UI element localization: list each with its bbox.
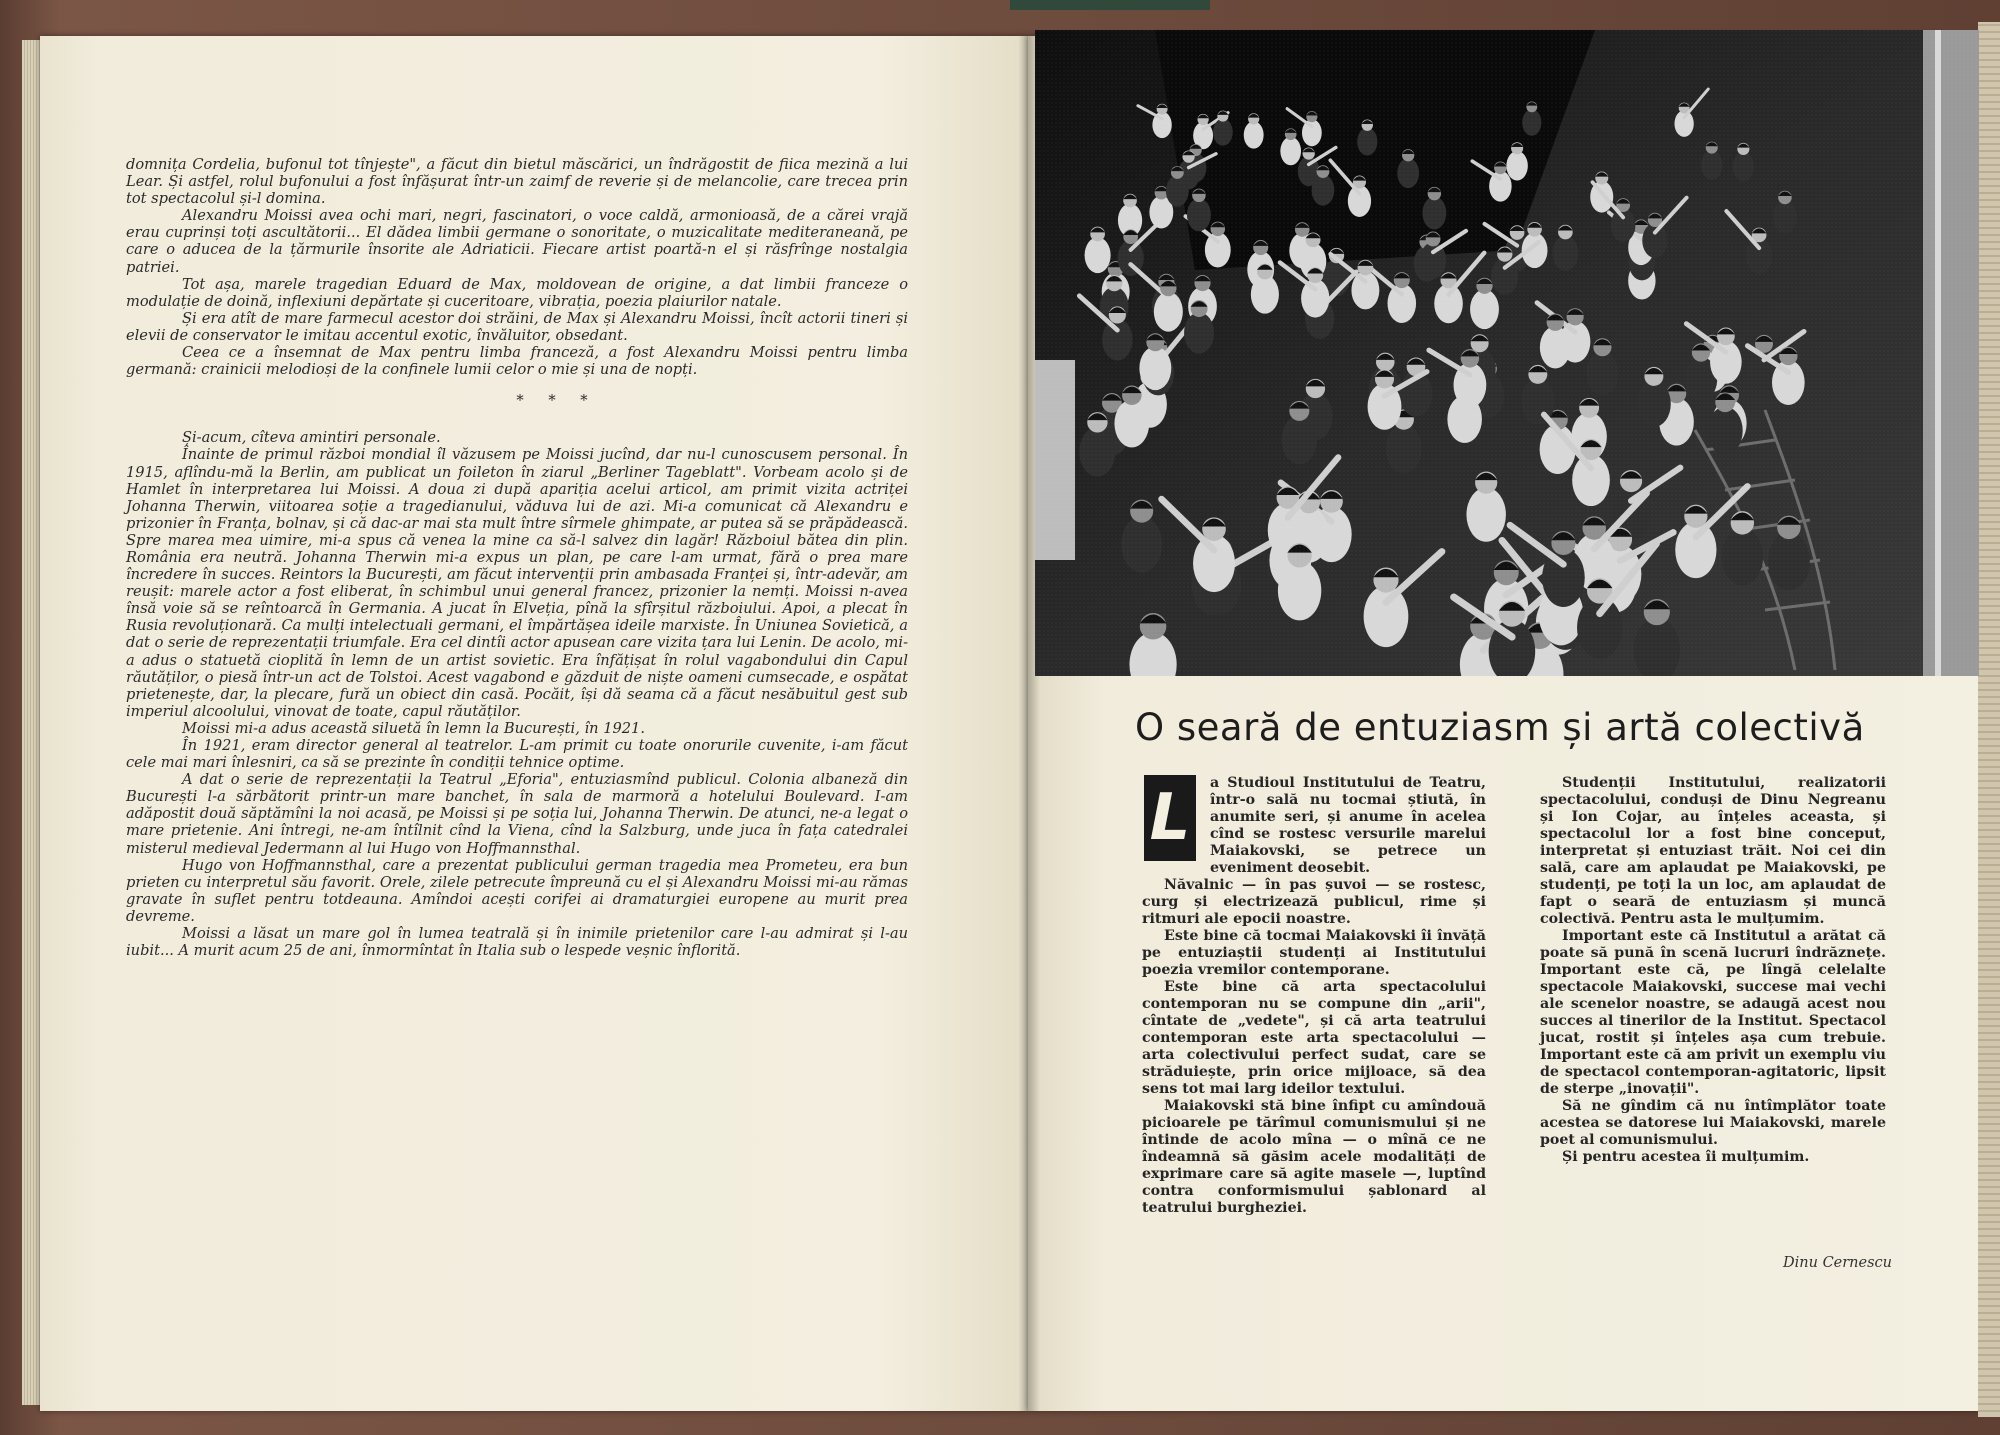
paragraph: Năvalnic — în pas șuvoi — se rostesc, curg și electrizează publicul, rime și ritmuri ale epocii noastre. [1142,877,1486,927]
paragraph: Și era atît de mare farmecul acestor doi străini, de Max și Alexandru Moissi, încît actorii tineri și elevii de conservator le imitau accentul exotic, învăluitor, obsedant. [126,309,908,344]
paragraph: Să ne gîndim că nu întîmplător toate acestea se datorese lui Maiakovski, marele poet al comunismului. [1540,1098,1886,1148]
left-article-text [126,156,908,959]
paragraph: Moissi a lăsat un mare gol în lumea teatrală și în inimile prietenilor care l-au admirat și l-au iubit... A murit acum 25 de ani, înmormîntat în Italia sub o lespede veșnic înflorită. [126,925,908,960]
photo-illustration [1035,30,1979,676]
paragraph: A dat o serie de reprezentații la Teatrul „Eforia", entuziasmînd publicul. Colonia albaneză din București l-a sărbătorit printr-un mare banchet, în sala de marmoră a hotelului Boulevard. I-am adăpostit două săptămîni la noi acasă, pe Moissi și pe soția lui, Johanna Therwin. De atunci, ne-a legat o mare prietenie. Ani întregi, ne-am întîlnit cînd la Viena, cînd la Salzburg, unde juca în fața catedralei misterul medieval Jedermann al lui Hugo von Hoffmannsthal. [126,771,908,857]
cover-strip [1010,0,1210,10]
paragraph: Ceea ce a însemnat de Max pentru limba franceză, a fost Alexandru Moissi pentru limba germană: crainicii melodioși de la confinele lumii celor o mie și una de nopți. [126,344,908,379]
paragraph: Alexandru Moissi avea ochi mari, negri, fascinatori, o voce caldă, armonioasă, de a cărei vrajă erau cuprinși toți ascultătorii... El dădea limbii germane o sonoritate, o muzicalitate mediteraneană, pe care o aducea de la țărmurile însorite ale Adriaticii. Fiecare artist poartă-n el și răsfrînge nostalgia patriei. [126,207,908,276]
article-column-2 [1540,775,1886,1166]
article-headline: O seară de entuziasm și artă colectivă [1135,706,1865,749]
paragraph: a Studioul Institutului de Teatru, într-o sală nu tocmai știută, în anumite seri, și anume în acelea cînd se rostesc versurile marelui Maiakovski, se petrece un eveniment deosebit. [1210,775,1486,876]
article-column-1 [1142,775,1486,1217]
author-signature: Dinu Cernescu [1783,1255,1892,1271]
paragraph: Tot așa, marele tragedian Eduard de Max, moldovean de origine, a dat limbii franceze o modulație de doină, inflexiuni depărtate și cuceritoare, vibrația, poezia plaiurilor natale. [126,275,908,310]
paragraph: domnița Cordelia, bufonul tot tînjește", a făcut din bietul măscărici, un îndrăgostit de fiica mezină a lui Lear. Și astfel, rolul bufonului a fost înfășurat într-un zaimf de reverie și de melancolie, care trecea prin tot spectacolul și-l domina. [126,156,908,208]
paragraph: Și-acum, cîteva amintiri personale. [182,429,441,447]
paragraph: Este bine că tocmai Maiakovski îi învăță pe entuziaștii studenți ai Institutului poezia vremilor contemporane. [1142,928,1486,978]
paragraph: În 1921, eram director general al teatrelor. L-am primit cu toate onorurile cuvenite, i-am făcut cele mai mari înlesniri, ca să se prezinte în condiții tehnice optime. [126,737,908,772]
paragraph: Înainte de primul război mondial îl văzusem pe Moissi jucînd, dar nu-l cunoscusem personal. În 1915, aflîndu-mă la Berlin, am publicat un foileton în ziarul „Berliner Tageblatt". Vorbeam acolo și de Hamlet în interpretarea lui Moissi. A doua zi după apariția acelui articol, am primit vizita actriței Johanna Therwin, viitoarea soție a tragedianului, văduva lui de azi. Mi-a comunicat că Alexandru e prizonier în Franța, bolnav, și că dac-ar mai sta mult între sîrmele ghimpate, ar putea să se prăpădească. Spre marea mea uimire, mi-a spus că venea la mine ca să-l salvez din lagăr! Războiul bătea din plin. România era neutră. Johanna Therwin mi-a expus un plan, pe care l-am urmat, fără o prea mare încredere în succes. Reintors la București, am făcut intervenții prin ambasada Franței și, într-adevăr, am reușit: marele actor a fost eliberat, în schimbul unui general francez, prizonier la nemți. Moissi n-avea însă voie să se reîntoarcă în Germania. A jucat în Elveția, pînă la sfîrșitul războiului. Apoi, a plecat în Rusia revoluționară. Ca mulți intelectuali germani, el împărtășea ideile marxiste. În Uniunea Sovietică, a dat o serie de reprezentații triumfale. Era cel dintîi actor apusean care vizita țara lui Lenin. De acolo, mi-a adus o statuetă cioplită în lemn de un artist sovietic. Era înfățișat în rolul vagabondului din Capul răutăților, o piesă într-un act de Tolstoi. Acest vagabond e găzduit de niște oameni cumsecade, e ospătat prietenește, dar, la plecare, fură un obiect din casă. Pocăit, își dă seama că a făcut nesăbuitul gest sub imperiul alcoolului, vinovat de toate, capul răutăților. [126,446,908,720]
paragraph: Și pentru acestea îi mulțumim. [1562,1149,1810,1165]
paragraph: Moissi mi-a adus această siluetă în lemn la București, în 1921. [182,719,645,737]
drop-cap: L [1144,775,1196,861]
paragraph: Studenții Institutului, realizatorii spectacolului, conduși de Dinu Negreanu și Ion Cojar, au înțeles aceasta, și spectacolul lor a fost bine conceput, interpretat și entuziast trăit. Noi cei din sală, care am aplaudat pe Maiakovski, pe studenți, pe toți la un loc, am aplaudat de fapt o seară de entuziasm și muncă colectivă. Pentru asta le mulțumim. [1540,775,1886,927]
section-separator: * * * [516,392,598,410]
paragraph: Este bine că arta spectacolului contemporan nu se compune din „arii", cîntate de „vedete", și că arta teatrului contemporan este arta spectacolului — arta colectivului perfect sudat, care se străduiește, prin orice mijloace, să dea sens tot mai larg ideilor textului. [1142,979,1486,1097]
right-page-edges [1978,22,2000,1417]
paragraph: Important este că Institutul a arătat că poate să pună în scenă lucruri îndrăznețe. Important este că, pe lîngă celelalte spectacole Maiakovski, succese mai vechi ale scenelor noastre, se adaugă acest nou succes al tinerilor de la Institut. Spectacol jucat, rostit și înțeles așa cum trebuie. Important este că am privit un exemplu viu de spectacol contemporan-agitatoric, lipsit de sterpe „inovații". [1540,928,1886,1097]
paragraph: Hugo von Hoffmannsthal, care a prezentat publicului german tragedia mea Prometeu, era bun prieten cu interpretul său favorit. Orele, zilele petrecute împreună cu el și Alexandru Moissi mi-au rămas gravate în suflet pentru totdeauna. Amîndoi acești corifei ai dramaturgiei europene au murit prea devreme. [126,856,908,925]
theatre-photo [1035,30,1979,676]
paragraph: Maiakovski stă bine înfipt cu amîndouă picioarele pe tărîmul comunismului și ne întinde de acolo mîna — o mînă ce ne îndeamnă să găsim acele modalități de exprimare care să agite masele —, luptînd contra conformismului șablonard al teatrului burgheziei. [1142,1098,1486,1216]
